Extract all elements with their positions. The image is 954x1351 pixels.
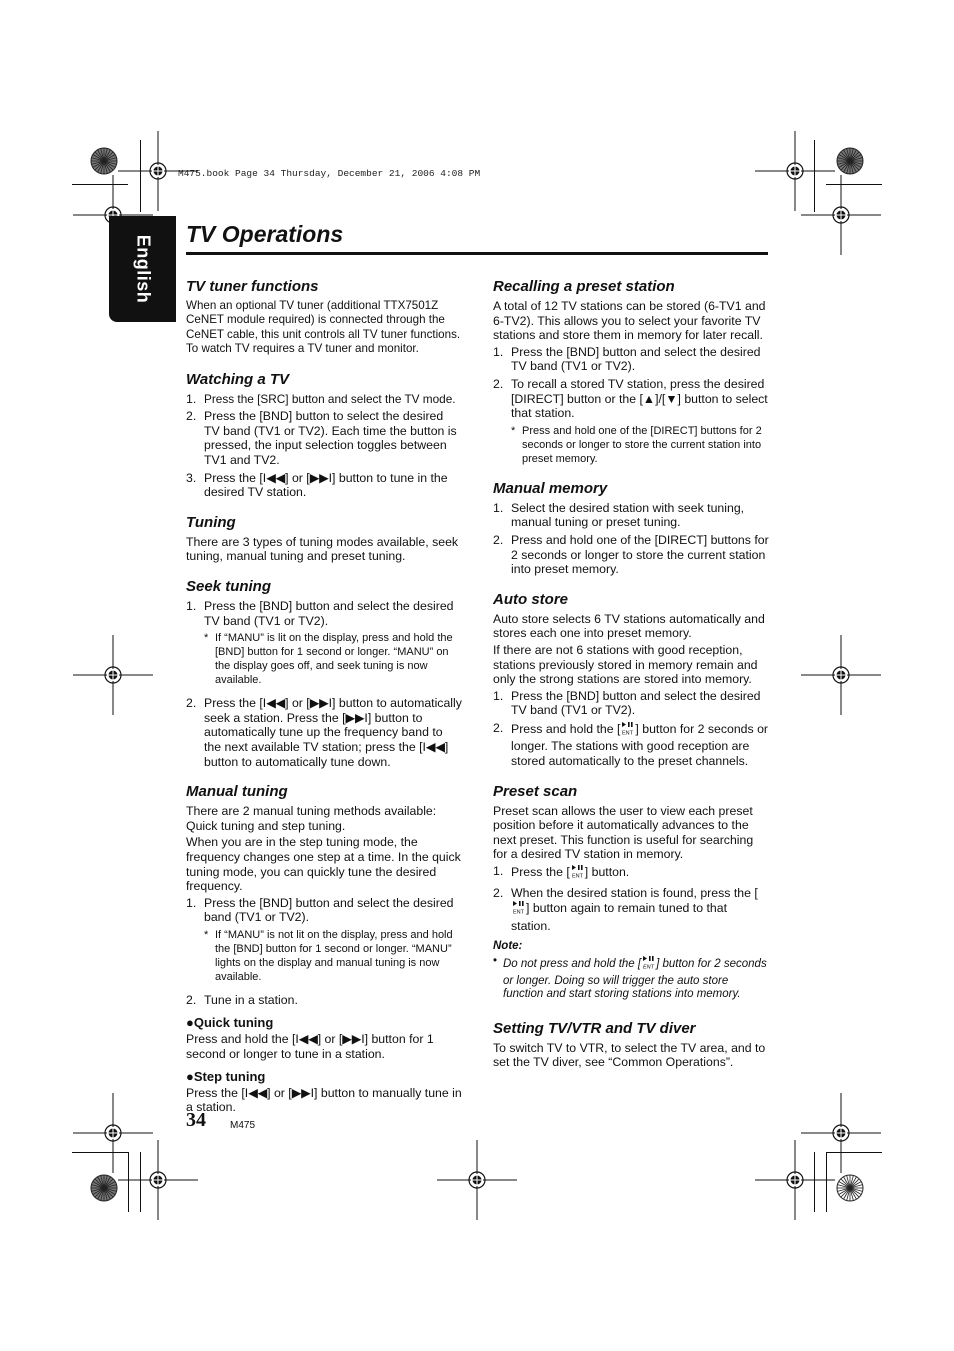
list-item: 1. Press the [ ENT ] button. <box>493 864 769 883</box>
tv-tuner-body: When an optional TV tuner (additional TTX7501Z CeNET module required) is connected through the CeNET cable, this unit controls all TV tuner functions. To watch TV requires a TV tuner and monitor. <box>186 299 461 356</box>
note-item: • Do not press and hold the [ ENT ] button for 2 seconds or longer. Doing so will trigger the auto store function and start storing stations into memory. <box>493 955 767 1001</box>
print-rosette-icon <box>836 147 864 175</box>
crop-mark-icon <box>826 1152 827 1212</box>
list-item: 2. Press the [BND] button to select the desired TV band (TV1 or TV2). Each time the button is pressed, the input selection toggles between TV1 and TV2. <box>186 409 457 467</box>
list-item: 1. Press the [BND] button and select the desired TV band (TV1 or TV2). <box>493 688 761 718</box>
setting-body: To switch TV to VTR, to select the TV area, and to set the TV diver, see “Common Operations”. <box>493 1040 766 1070</box>
left-column <box>186 278 462 1117</box>
language-side-tab <box>109 216 176 322</box>
book-header-line: M475.book Page 34 Thursday, December 21, 2006 4:08 PM <box>178 168 481 179</box>
list-item: 2. Press and hold one of the [DIRECT] buttons for 2 seconds or longer to store the current station into preset memory. <box>493 532 769 577</box>
svg-text:ENT: ENT <box>513 909 524 916</box>
crop-mark-icon <box>72 1152 128 1153</box>
recalling-steps <box>493 345 769 466</box>
list-item: 1. Press the [SRC] button and select the TV mode. <box>186 391 456 406</box>
manual-memory-steps <box>493 501 769 577</box>
auto-store-p1: Auto store selects 6 TV stations automatically and stores each one into preset memory. <box>493 611 765 641</box>
auto-store-p2: If there are not 6 stations with good reception, stations previously stored in memory remain and only the strong stations are stored into memory. <box>493 642 758 687</box>
registration-target-icon <box>755 1140 835 1220</box>
crop-mark-icon <box>814 140 815 212</box>
crop-mark-icon <box>140 1152 141 1212</box>
print-rosette-icon <box>836 1174 864 1202</box>
print-rosette-icon <box>90 147 118 175</box>
list-item: 2. To recall a stored TV station, press the desired [DIRECT] button or the [▲]/[▼] button to select that station. <box>493 376 768 421</box>
crop-mark-icon <box>814 1152 815 1212</box>
play-pause-ent-icon <box>511 900 526 919</box>
page-title: TV Operations <box>186 221 344 247</box>
heading-step-tuning: ●Step tuning <box>186 1069 266 1085</box>
play-pause-ent-icon <box>620 721 635 740</box>
quick-tuning-body: Press and hold the [I◀◀] or [▶▶I] button for 1 second or longer to tune in a station. <box>186 1032 434 1061</box>
manual-tuning-steps <box>186 896 462 1008</box>
svg-text:ENT: ENT <box>643 964 655 970</box>
registration-target-icon <box>801 175 881 255</box>
heading-auto-store: Auto store <box>493 590 568 608</box>
heading-seek-tuning: Seek tuning <box>186 577 272 595</box>
crop-mark-icon <box>140 140 141 212</box>
list-item: 2. Press the [I◀◀] or [▶▶I] button to automatically seek a station. Press the [▶▶I] button to automatically tune up the frequency band to the next available TV station; press the [I◀◀] button to automatically tune down. <box>186 696 462 769</box>
heading-recalling-preset: Recalling a preset station <box>493 278 675 295</box>
registration-target-icon <box>73 635 153 715</box>
heading-watching-a-tv: Watching a TV <box>186 370 290 388</box>
crop-mark-icon <box>826 1152 882 1153</box>
heading-tuning: Tuning <box>186 513 236 531</box>
auto-store-steps <box>493 689 769 769</box>
print-rosette-icon <box>90 1174 118 1202</box>
heading-preset-scan: Preset scan <box>493 782 578 800</box>
footnote: * Press and hold one of the [DIRECT] buttons for 2 seconds or longer to store the current station into preset memory. <box>511 424 762 465</box>
play-pause-ent-icon <box>641 955 656 975</box>
svg-text:ENT: ENT <box>622 730 634 736</box>
manual-tuning-p2: When you are in the step tuning mode, the frequency changes one step at a time. In the quick tuning mode, you can quickly tune the desired frequency. <box>186 835 461 894</box>
page-number: 34 <box>186 1109 206 1131</box>
step-tuning-body: Press the [I◀◀] or [▶▶I] button to manually tune in a station. <box>186 1085 462 1115</box>
title-rule <box>186 252 768 255</box>
footnote: * If “MANU” is lit on the display, press and hold the [BND] button for 1 second or longer. “MANU” on the display goes off, and seek tuning is now available. <box>204 632 453 687</box>
crop-mark-icon <box>128 1152 129 1212</box>
play-pause-ent-icon <box>570 864 585 883</box>
registration-target-icon <box>118 1140 198 1220</box>
list-item: 1. Press the [BND] button and select the desired TV band (TV1 or TV2). <box>186 598 454 628</box>
list-item: 2. When the desired station is found, press the [ ENT ] button again to remain tuned to that station. <box>493 885 758 933</box>
language-tab-label: English <box>133 234 153 304</box>
watching-steps <box>186 392 462 500</box>
manual-tuning-p1: There are 2 manual tuning methods available: Quick tuning and step tuning. <box>186 804 437 833</box>
crop-mark-icon <box>72 184 128 185</box>
tuning-body: There are 3 types of tuning modes available, seek tuning, manual tuning and preset tuning. <box>186 534 459 564</box>
preset-scan-body: Preset scan allows the user to view each preset position before it automatically advances to the next preset. This function is useful for searching for a desired TV station in memory. <box>493 803 754 862</box>
right-column <box>493 278 769 1072</box>
heading-setting-tv-vtr: Setting TV/VTR and TV diver <box>493 1019 696 1037</box>
list-item: 3. Press the [I◀◀] or [▶▶I] button to tune in the desired TV station. <box>186 470 448 500</box>
list-item: 1. Press the [BND] button and select the desired band (TV1 or TV2). <box>186 895 454 925</box>
list-item: 1. Select the desired station with seek tuning, manual tuning or preset tuning. <box>493 500 745 530</box>
footnote: * If “MANU” is not lit on the display, press and hold the [BND] button for 1 second or longer. “MANU” lights on the display and manual tuning is now available. <box>204 928 453 983</box>
list-item: 2. Press and hold the [ ENT ] button for 2 seconds or longer. The stations with good reception are stored automatically to the preset channels. <box>493 720 769 769</box>
crop-mark-icon <box>826 184 882 185</box>
heading-manual-memory: Manual memory <box>493 479 608 497</box>
registration-target-icon <box>437 1140 517 1220</box>
note-heading: Note: <box>493 940 523 953</box>
model-code: M475 <box>230 1120 256 1131</box>
heading-quick-tuning: ●Quick tuning <box>186 1015 274 1031</box>
registration-target-icon <box>801 635 881 715</box>
heading-tv-tuner-functions: TV tuner functions <box>186 278 319 295</box>
svg-text:ENT: ENT <box>571 873 583 880</box>
recalling-body: A total of 12 TV stations can be stored (6-TV1 and 6-TV2). This allows you to select your favorite TV stations and store them in memory for later recall. <box>493 299 766 343</box>
heading-manual-tuning: Manual tuning <box>186 783 288 801</box>
preset-scan-steps <box>493 864 769 933</box>
list-item: 1. Press the [BND] button and select the desired TV band (TV1 or TV2). <box>493 344 761 374</box>
list-item: 2. Tune in a station. <box>186 992 298 1007</box>
seek-steps <box>186 599 462 769</box>
